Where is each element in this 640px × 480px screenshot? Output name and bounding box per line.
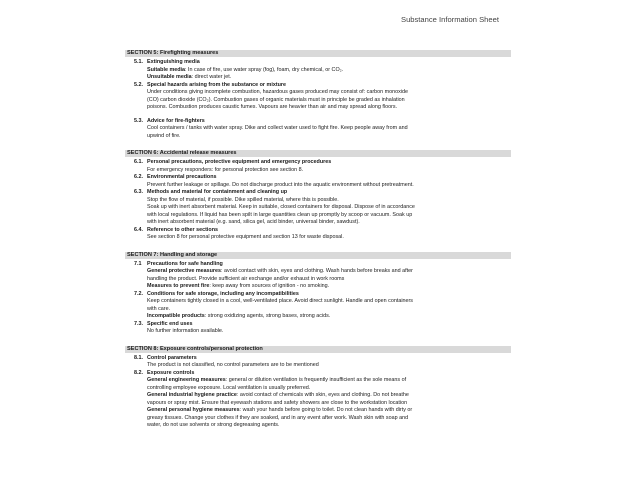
text: : strong oxidizing agents, strong bases, strong acids. (204, 313, 331, 319)
prevent-fire-line (125, 283, 511, 291)
subsection-8-1 (125, 355, 511, 363)
subsection-title: Specific end uses (147, 320, 193, 327)
incompatible-line (125, 313, 511, 321)
engineering-measures-line (125, 377, 511, 385)
paragraph-line: (CO) carbon dioxide (CO₂). Combustion gases of organic materials must in principle be graded as inhalation (147, 96, 405, 103)
paragraph-line: water, do not use solvents or strong degreasing agents. (147, 422, 280, 428)
paragraph-line: For emergency responders: for personal protection see section 8. (147, 166, 304, 173)
suitable-media-line (125, 67, 511, 75)
subsection-number: 8.1. (134, 354, 143, 361)
text: : avoid contact of chemicals with skin, eyes and clothing. Do not breathe (236, 392, 409, 398)
section-6-heading: SECTION 6: Accidental release measures (125, 150, 511, 157)
label: General engineering measures (147, 377, 226, 383)
document-title: Substance Information Sheet (401, 15, 499, 24)
subsection-number: 7.3. (134, 320, 143, 327)
subsection-title: Methods and material for containment and cleaning up (147, 189, 288, 195)
document-body (125, 50, 511, 430)
section-8-heading: SECTION 8: Exposure controls/personal protection (125, 346, 511, 353)
label: Measures to prevent fire (147, 283, 210, 289)
label: Suitable media (147, 66, 186, 73)
paragraph-line: vapours or spray mist. Ensure that eyewash stations and safety showers are close to the workstation location (147, 399, 408, 406)
subsection-title: Conditions for safe storage, including any incompatibilities (147, 290, 299, 297)
paragraph-line: Keep containers tightly closed in a cool, well-ventilated place. Avoid direct sunlight. Handle and open containers (147, 298, 414, 304)
paragraph-line: Stop the flow of material, if possible. Dike spilled material, where this is possible. (147, 196, 339, 203)
subsection-6-3 (125, 189, 511, 197)
subsection-5-1 (125, 59, 511, 67)
subsection-number: 5.2. (134, 81, 143, 88)
section-7-heading: SECTION 7: Handling and storage (125, 252, 511, 259)
subsection-7-1 (125, 261, 511, 269)
paragraph-line: Cool containers / tanks with water spray. Dike and collect water used to fight fire. Keep people away from and (147, 125, 408, 131)
label: Incompatible products (147, 313, 205, 319)
paragraph-line: No further information available. (147, 328, 224, 334)
paragraph-line: controlling employee exposure. Local ventilation is usually preferred. (147, 384, 311, 391)
paragraph-line: The product is not classified, no control parameters are to be mentioned (147, 362, 319, 368)
paragraph-line: with inert absorbent material (e.g. sand, silica gel, acid binder, universal binder, sawdust). (147, 219, 360, 225)
subsection-title: Reference to other sections (147, 226, 218, 233)
section-5-heading: SECTION 5: Firefighting measures (125, 50, 511, 57)
subsection-number: 6.3. (134, 189, 143, 195)
general-protective-line (125, 268, 511, 276)
industrial-hygiene-line (125, 392, 511, 400)
text: : In case of fire, use water spray (fog), foam, dry chemical, or CO₂. (185, 66, 344, 73)
text: : general or dilution ventilation is frequently insufficient as the sole means of (225, 377, 407, 383)
subsection-title: Exposure controls (147, 369, 195, 376)
subsection-7-2 (125, 291, 511, 299)
subsection-number: 5.1. (134, 59, 143, 65)
label: General industrial hygiene practice (147, 392, 237, 398)
subsection-title: Extinguishing media (147, 59, 200, 65)
paragraph-line: greasy tissues. Change your clothes if they are soaked, and in any event after work. Wash skin with soap and (147, 414, 409, 421)
paragraph-line: Under conditions giving incomplete combustion, hazardous gases produced may consist of: carbon monoxide (147, 89, 408, 95)
subsection-6-2 (125, 174, 511, 182)
subsection-5-3 (125, 118, 511, 126)
text: : avoid contact with skin, eyes and clothing. Wash hands before breaks and after (221, 268, 413, 274)
subsection-title: Environmental precautions (147, 174, 217, 180)
subsection-title: Control parameters (147, 354, 197, 361)
paragraph-line: with local regulations. If liquid has been spilt in large quantities clean up promptly by scoop or vacuum. Soak up (147, 211, 413, 218)
subsection-title: Personal precautions, protective equipment and emergency procedures (147, 159, 332, 165)
subsection-number: 5.3. (134, 117, 143, 124)
paragraph-line: See section 8 for personal protective equipment and section 13 for waste disposal. (147, 234, 344, 240)
label: General protective measures (147, 268, 222, 274)
text: : direct water jet. (191, 74, 232, 80)
subsection-7-3 (125, 321, 511, 329)
paragraph-line: upwind of fire. (147, 132, 181, 139)
subsection-number: 6.2. (134, 174, 143, 180)
subsection-title: Special hazards arising from the substance or mixture (147, 81, 287, 88)
text: : wash your hands before going to toilet. Do not clean hands with dirty or (239, 407, 413, 413)
paragraph-line: Prevent further leakage or spillage. Do not discharge product into the aquatic environment without pretreatment. (147, 181, 414, 188)
subsection-number: 8.2. (134, 369, 143, 376)
paragraph-line: handling the product. Provide sufficient air exchange and/or exhaust in work rooms (147, 275, 345, 282)
subsection-5-2 (125, 82, 511, 90)
label: Unsuitable media (147, 74, 192, 80)
subsection-title: Precautions for safe handling (147, 260, 223, 267)
subsection-number: 7.1 (134, 260, 142, 267)
personal-hygiene-line (125, 407, 511, 415)
paragraph-line: with care. (147, 305, 171, 312)
subsection-number: 7.2. (134, 290, 143, 297)
paragraph-line: poisons. Combustion produces caustic fumes. Vapours are heavier than air and may spread along floors. (147, 104, 398, 110)
unsuitable-media-line (125, 74, 511, 82)
subsection-8-2 (125, 370, 511, 378)
subsection-number: 6.1. (134, 159, 143, 165)
paragraph-line: Soak up with inert absorbent material. Keep in suitable, closed containers for disposal. Dispose of in accordance (147, 204, 415, 210)
text: : keep away from sources of ignition - no smoking. (209, 283, 330, 289)
subsection-6-4 (125, 227, 511, 235)
subsection-title: Advice for fire-fighters (147, 117, 205, 124)
label: General personal hygiene measures (147, 407, 240, 413)
subsection-number: 6.4. (134, 226, 143, 233)
subsection-6-1 (125, 159, 511, 167)
